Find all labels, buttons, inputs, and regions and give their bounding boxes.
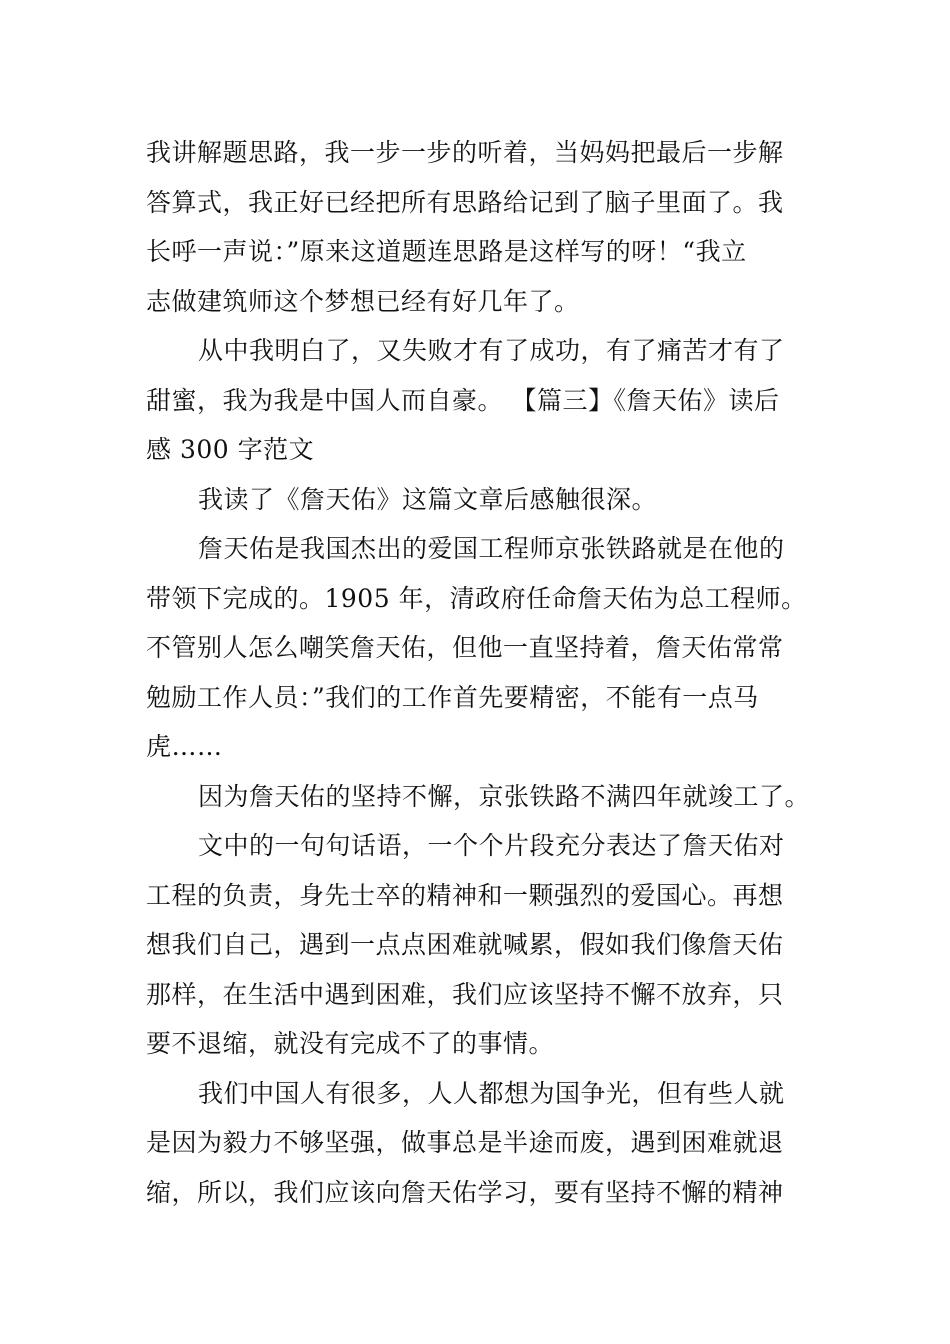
text-line: 缩，所以，我们应该向詹天佑学习，要有坚持不懈的精神	[146, 1177, 784, 1207]
text-line: 我们中国人有很多，人人都想为国争光，但有些人就	[198, 1078, 785, 1108]
text-line: 从中我明白了，又失败才有了成功，有了痛苦才有了	[198, 336, 785, 365]
text-line: 要不退缩，就没有完成不了的事情。	[146, 1029, 555, 1058]
text-line: 那样，在生活中遇到困难，我们应该坚持不懈不放弃，只	[146, 979, 784, 1009]
text-line: 感 300 字范文	[146, 435, 315, 464]
text-line: 志做建筑师这个梦想已经有好几年了。	[146, 286, 580, 316]
text-line: 工程的负责，身先士卒的精神和一颗强烈的爱国心。再想	[146, 880, 784, 910]
text-line: 我讲解题思路，我一步一步的听着，当妈妈把最后一步解	[146, 138, 784, 167]
text-line: 想我们自己，遇到一点点困难就喊累，假如我们像詹天佑	[146, 930, 784, 959]
text-line: 文中的一句句话语，一个个片段充分表达了詹天佑对	[198, 831, 785, 860]
text-line: 我读了《詹天佑》这篇文章后感触很深。	[198, 484, 658, 514]
text-line: 不管别人怎么嘲笑詹天佑，但他一直坚持着，詹天佑常常	[146, 633, 784, 662]
text-line: 虎……	[146, 732, 223, 761]
text-line: 答算式，我正好已经把所有思路给记到了脑子里面了。我	[146, 187, 784, 217]
text-line: 因为詹天佑的坚持不懈，京张铁路不满四年就竣工了。	[198, 781, 811, 811]
text-line: 是因为毅力不够坚强，做事总是半途而废，遇到困难就退	[146, 1128, 784, 1157]
document-body	[146, 128, 810, 1217]
text-line: 带领下完成的。1905 年，清政府任命詹天佑为总工程师。	[146, 583, 807, 613]
text-line: 甜蜜，我为我是中国人而自豪。 【篇三】《詹天佑》读后	[146, 385, 780, 415]
text-line: 詹天佑是我国杰出的爱国工程师京张铁路就是在他的	[198, 534, 785, 563]
text-line: 长呼一声说：”原来这道题连思路是这样写的呀！“我立	[146, 237, 747, 266]
text-line: 勉励工作人员：”我们的工作首先要精密，不能有一点马	[146, 682, 759, 712]
